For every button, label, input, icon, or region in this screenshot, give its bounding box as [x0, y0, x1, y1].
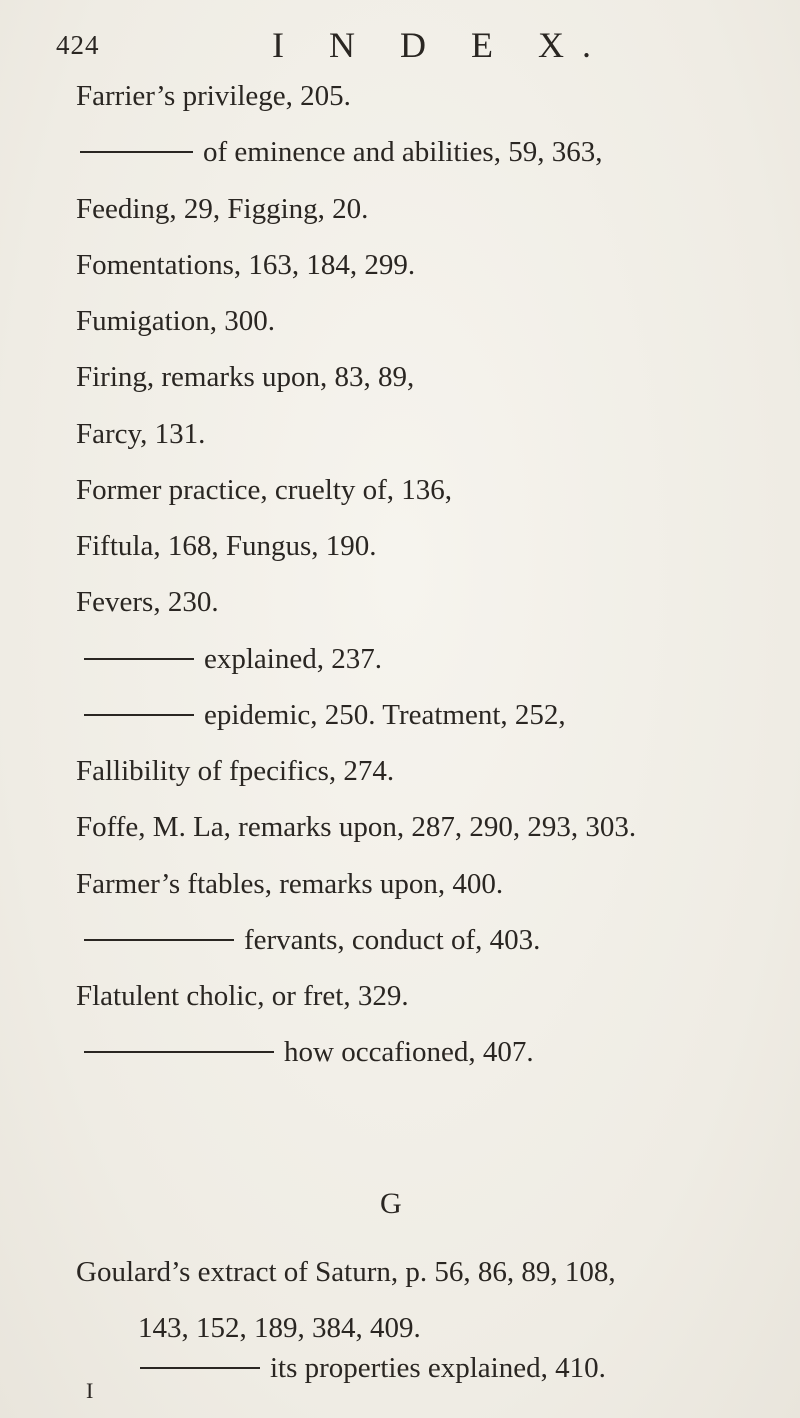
index-entry: Fiftula, 168, Fungus, 190.: [76, 530, 377, 562]
ditto-dash: [140, 1367, 260, 1369]
index-entry: Fevers, 230.: [76, 586, 219, 618]
index-entry: Goulard’s extract of Saturn, p. 56, 86, 89, 108,: [76, 1256, 616, 1288]
index-entry: Farcy, 131.: [76, 418, 206, 450]
index-entry: explained, 237.: [84, 645, 382, 674]
index-entry: Fomentations, 163, 184, 299.: [76, 249, 416, 281]
index-entry: Former practice, cruelty of, 136,: [76, 474, 453, 506]
signature-mark: I: [86, 1378, 94, 1403]
index-entry: Foffe, M. La, remarks upon, 287, 290, 293, 303.: [76, 811, 637, 843]
running-head: I N D E X.: [272, 25, 609, 65]
index-entry: Feeding, 29, Figging, 20.: [76, 193, 369, 225]
index-entry: epidemic, 250. Treatment, 252,: [84, 701, 566, 730]
index-entry: Farrier’s privilege, 205.: [76, 80, 351, 112]
index-entry: how occafioned, 407.: [84, 1038, 534, 1067]
index-entry: Fumigation, 300.: [76, 305, 275, 337]
index-entry: fervants, conduct of, 403.: [84, 926, 540, 955]
index-entry: Farmer’s ftables, remarks upon, 400.: [76, 868, 504, 900]
index-entry: its properties explained, 410.: [140, 1354, 606, 1383]
index-entry: Fallibility of fpecifics, 274.: [76, 755, 395, 787]
index-entry: 143, 152, 189, 384, 409.: [138, 1312, 421, 1344]
index-entry: Firing, remarks upon, 83, 89,: [76, 361, 415, 393]
index-entry: of eminence and abilities, 59, 363,: [80, 138, 602, 167]
section-letter: G: [380, 1187, 402, 1220]
page-number: 424: [56, 30, 100, 60]
index-entry: Flatulent cholic, or fret, 329.: [76, 980, 409, 1012]
